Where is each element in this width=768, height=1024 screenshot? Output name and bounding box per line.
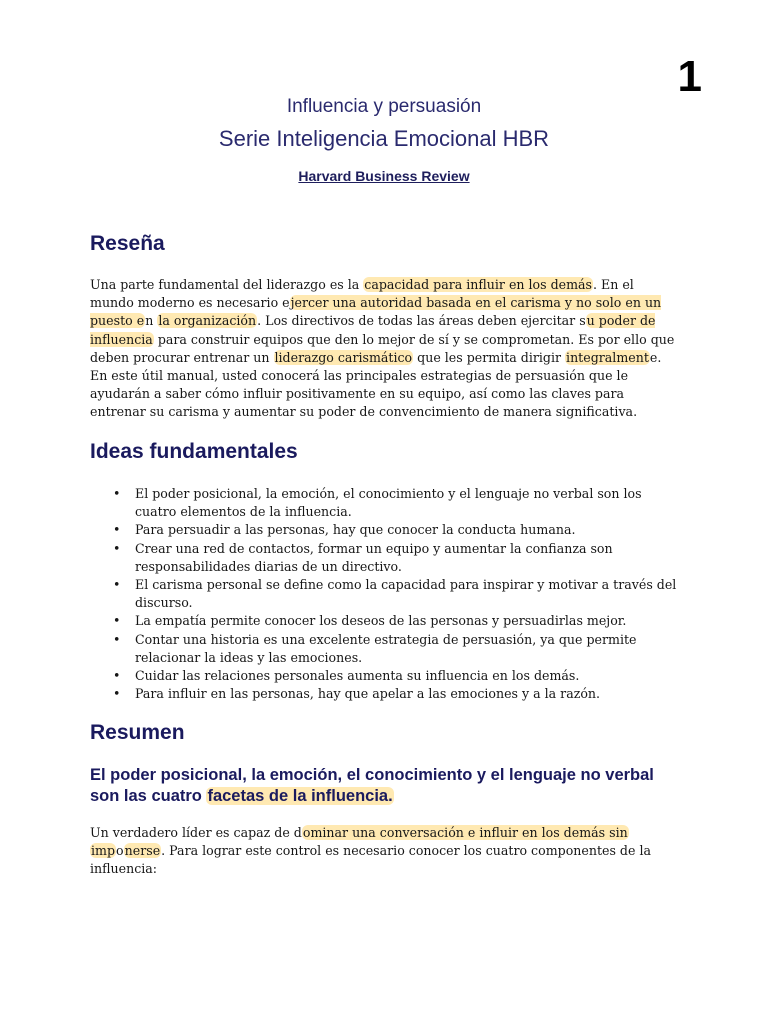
highlight: la organización <box>158 313 257 329</box>
document-series: Serie Inteligencia Emocional HBR <box>218 126 550 151</box>
highlight: ominar una conversación e influir en los demás sin <box>302 825 628 840</box>
list-item: • El poder posicional, la emoción, el conocimiento y el lenguaje no verbal son los cuatro elementos de la influencia. <box>135 485 680 521</box>
document-title: Influencia y persuasión <box>286 96 482 117</box>
resumen-subheading: El poder posicional, la emoción, el conocimiento y el lenguaje no verbal son las cuatro facetas de la influencia. <box>90 766 654 805</box>
resumen-body <box>90 824 680 879</box>
resumen-paragraph: Un verdadero líder es capaz de dominar una conversación e influir en los demás sin imponerse. Para lograr este control es necesario conocer los cuatro componentes de la influencia: <box>90 825 651 877</box>
highlight: jercer una autoridad basada en el carisma y no solo en un puesto e <box>90 295 662 329</box>
highlight: capacidad para influir en los demás <box>364 277 593 292</box>
resena-section <box>90 232 680 256</box>
highlight: imp <box>91 843 116 859</box>
list-item: • Para persuadir a las personas, hay que conocer la conducta humana. <box>135 521 680 539</box>
list-item: • Cuidar las relaciones personales aumenta su influencia en los demás. <box>135 667 680 685</box>
source-link[interactable]: Harvard Business Review <box>298 168 470 184</box>
document-source[interactable] <box>0 168 768 184</box>
list-item: • Para influir en las personas, hay que apelar a las emociones y a la razón. <box>135 685 680 703</box>
ideas-list <box>90 485 680 703</box>
resumen-heading: Resumen <box>90 721 185 744</box>
page-number: 1 <box>677 52 702 101</box>
list-item: • El carisma personal se define como la capacidad para inspirar y motivar a través del discurso. <box>135 576 680 612</box>
resena-body <box>90 276 680 422</box>
list-item: • Crear una red de contactos, formar un equipo y aumentar la confianza son responsabilidades diarias de un directivo. <box>135 540 680 576</box>
resumen-section <box>90 721 680 745</box>
resena-heading: Reseña <box>90 232 165 255</box>
highlight: u poder de influencia <box>90 313 656 347</box>
ideas-heading: Ideas fundamentales <box>90 440 298 463</box>
list-item: • La empatía permite conocer los deseos de las personas y persuadirlas mejor. <box>135 612 680 630</box>
highlight: integralment <box>566 349 649 365</box>
ideas-section <box>90 440 680 464</box>
highlight: liderazgo carismático <box>274 349 413 365</box>
ideas-body <box>90 485 680 703</box>
highlight: facetas de la influencia. <box>207 787 393 805</box>
resena-paragraph: Una parte fundamental del liderazgo es la capacidad para influir en los demás. En el mundo moderno es necesario ejercer una autoridad basada en el carisma y no solo en un puesto en la organización. Los directivos de todas las áreas deben ejercitar su poder de influencia para construir equipos que den lo mejor de sí y se comprometan. Es por ello que deben procurar entrenar un liderazgo carismático que les permita dirigir integralmente. En este útil manual, usted conocerá las principales estrategias de persuasión que le ayudarán a saber cómo influir positivamente en su equipo, así como las claves para entrenar su carisma y aumentar su poder de convencimiento de manera significativa. <box>90 277 675 420</box>
highlight: nerse <box>124 843 161 859</box>
resumen-subheading-block <box>90 765 680 807</box>
list-item: • Contar una historia es una excelente estrategia de persuasión, ya que permite relacionar la ideas y las emociones. <box>135 631 680 667</box>
